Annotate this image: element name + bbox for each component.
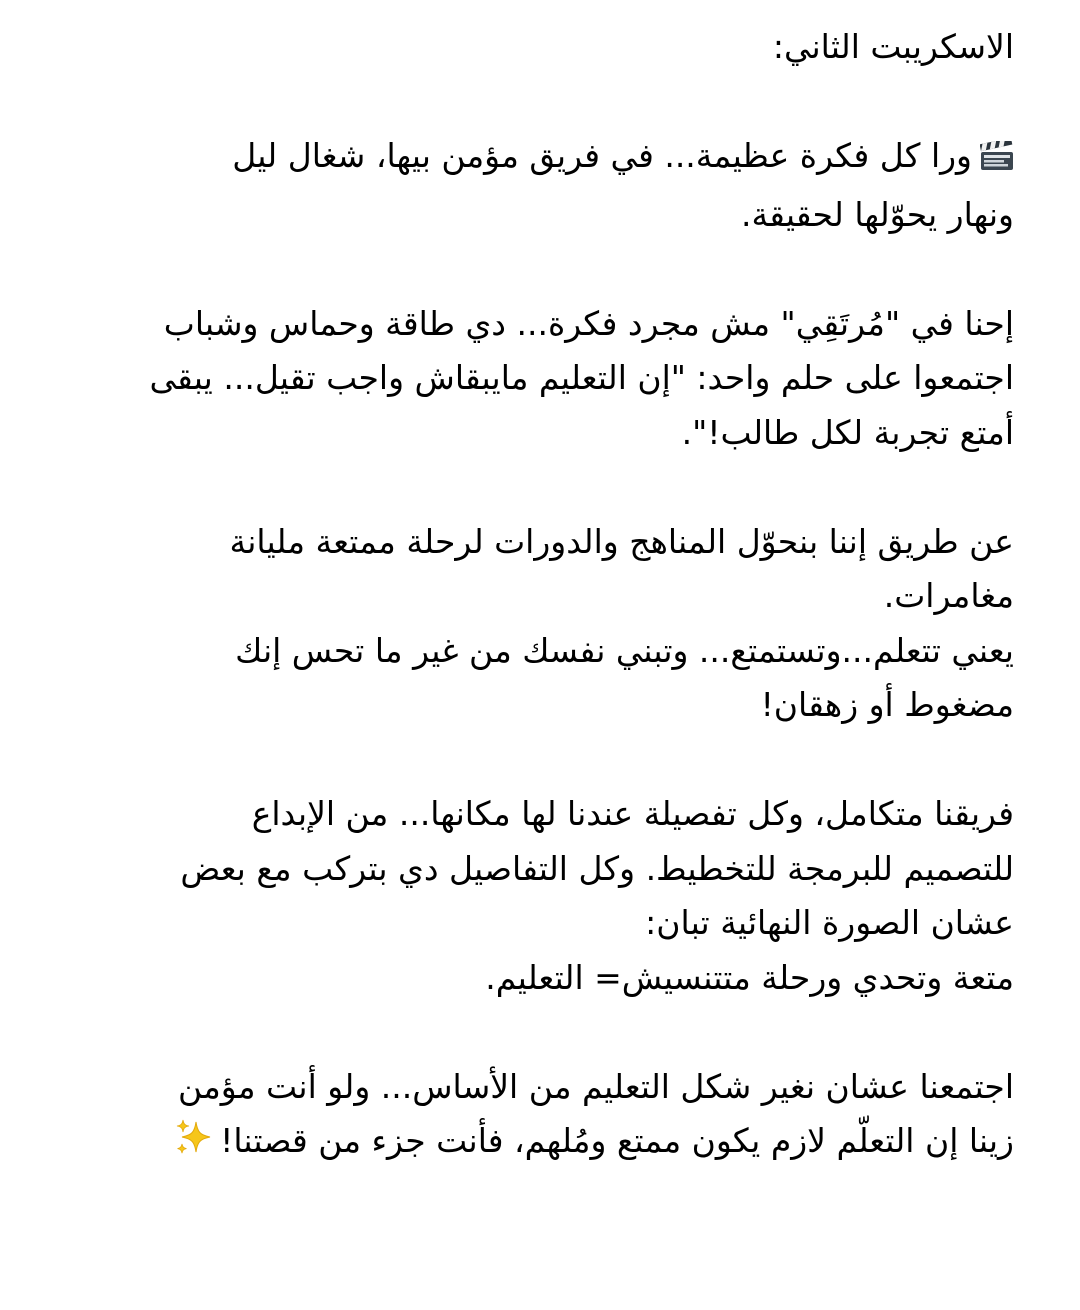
spacer (60, 1005, 1014, 1060)
paragraph-intro-text: ورا كل فكرة عظيمة... في فريق مؤمن بيها، شغال ليل ونهار يحوّلها لحقيقة. (232, 136, 1014, 234)
paragraph-team: فريقنا متكامل، وكل تفصيلة عندنا لها مكانها... من الإبداع للتصميم للبرمجة للتخطيط. وكل التفاصيل دي بتركب مع بعض عشان الصورة النهائية تبان: متعة وتحدي ورحلة متتنسيش= التعليم. (180, 794, 1014, 997)
script-document (60, 20, 1014, 1175)
script-title: الاسكريبت الثاني: (772, 27, 1014, 66)
paragraph-murtaqi: إحنا في "مُرتَقِي" مش مجرد فكرة... دي طاقة وحماس وشباب اجتمعوا على حلم واحد: "إن التعليم مايبقاش واجب تقيل... يبقى أمتع تجربة لكل طالب!". (149, 303, 1014, 452)
paragraph-courses: عن طريق إننا بنحوّل المناهج والدورات لرحلة ممتعة مليانة مغامرات. يعني تتعلم...وتستمتع... وتبني نفسك من غير ما تحس إنك مضغوط أو زهقان! (229, 521, 1014, 724)
clapper-board-icon (980, 133, 1014, 188)
spacer (60, 75, 1014, 130)
spacer (60, 242, 1014, 297)
paragraph-closing-text: اجتمعنا عشان نغير شكل التعليم من الأساس... ولو أنت مؤمن زينا إن التعلّم لازم يكون ممتع ومُلهم، فأنت جزء من قصتنا! (177, 1066, 1014, 1160)
spacer (60, 733, 1014, 788)
paragraph-closing (60, 1060, 1014, 1175)
sparkles-icon (174, 1118, 214, 1175)
spacer (60, 460, 1014, 515)
paragraph-intro (60, 129, 1014, 242)
